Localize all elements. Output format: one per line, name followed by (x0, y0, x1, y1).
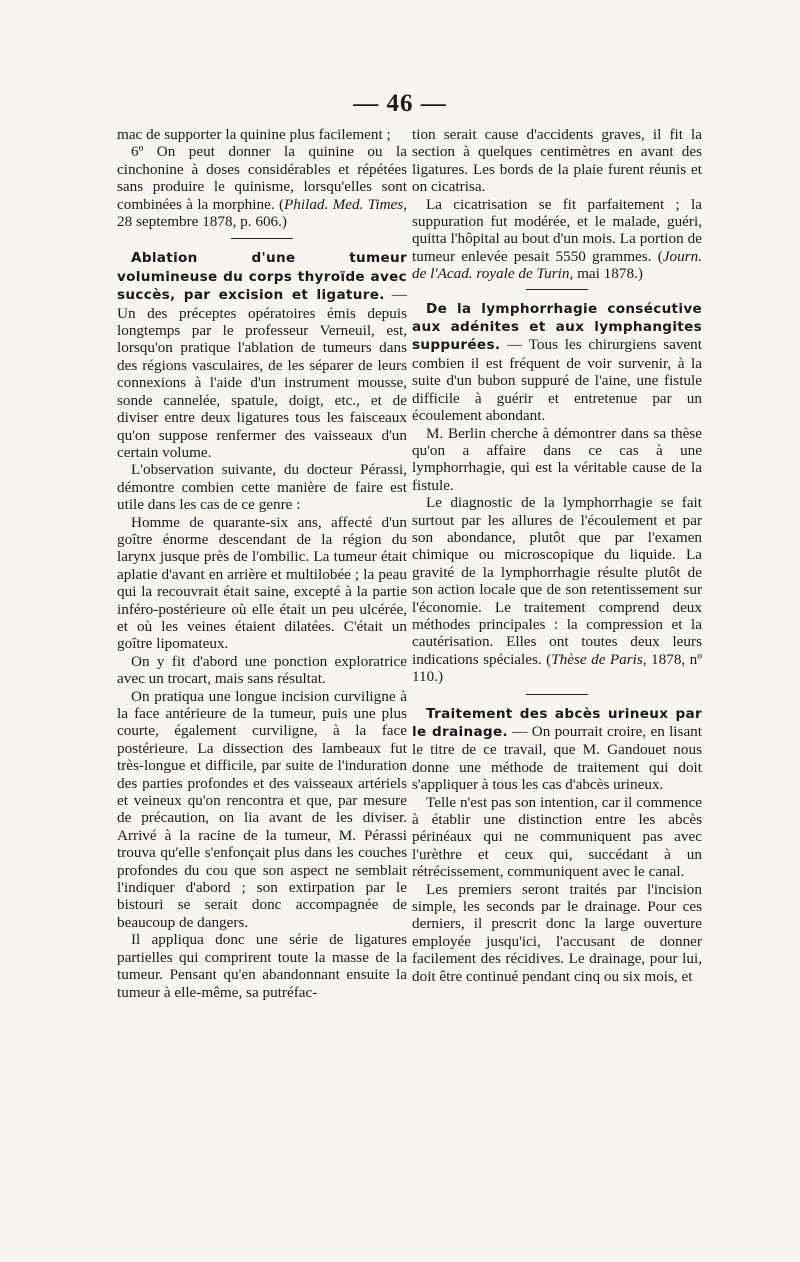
paragraph: Les premiers seront traités par l'incision simple, les seconds par le drainage. Pour ces derniers, il prescrit donc la large ouverture employée jusqu'ici, l'accusant de donner facilement des récidives. Le drainage, pour lui, doit être continué pendant cinq ou six mois, et (412, 880, 702, 985)
paragraph: L'observation suivante, du docteur Pérassi, démontre combien cette manière de faire est utile dans les cas de ce genre : (117, 461, 407, 514)
article-paragraph (412, 300, 702, 425)
page-number: — 46 — (353, 90, 447, 117)
section-divider (526, 694, 588, 695)
paragraph (117, 143, 407, 230)
section-divider (231, 238, 293, 239)
article-heading: Ablation d'une tumeur volumineuse du corps thyroïde avec succès, par excision et ligature. (117, 250, 407, 304)
paragraph: Homme de quarante-six ans, affecté d'un goître énorme descendant de la région du larynx jusque près de l'ombilic. La tumeur était aplatie d'avant en arrière et multilobée ; la peau qui la recouvrait était saine, excepté à la partie inféro-postérieure où elle était un peu ulcérée, et où les veines étaient dilatées. C'était un goître lipomateux. (117, 513, 407, 653)
paragraph: Telle n'est pas son intention, car il commence à établir une distinction entre les abcès périnéaux qui ne communiquent pas avec l'urèthre et ceux qui, succédant à un rétrécissement, communiquent avec le canal. (412, 793, 702, 881)
citation-tail: mai 1878.) (573, 265, 643, 283)
paragraph (412, 494, 702, 685)
article-heading: De la lymphorrhagie consécutive aux adénites et aux lymphangites suppurées. (412, 300, 702, 354)
paragraph (412, 196, 702, 283)
paragraph-text: La cicatrisation se fit parfaitement ; la suppuration fut modérée, et le malade, guéri, quitta l'hôpital au bout d'un mois. La portion de tumeur enlevée pesait 5550 grammes. ( (412, 195, 702, 265)
section-divider (526, 289, 588, 290)
article-text: — Un des préceptes opératoires émis depuis longtemps par le professeur Verneuil, est, lorsqu'on pratique l'ablation de tumeurs dans des régions vasculaires, de les séparer de leurs connexions à l'aide d'un instrument mousse, sonde cannelée, spatule, doigt, etc., et de diviser entre deux ligatures tous les faisceaux qu'on suppose renfermer des vaisseaux d'un certain volume. (117, 286, 407, 461)
paragraph: Il appliqua donc une série de ligatures partielles qui comprirent toute la masse de la tumeur. Pensant qu'en abandonnant ensuite la tumeur à elle-même, sa putréfac- (117, 931, 407, 1001)
citation: Journ. de l'Acad. royale de Turin, (412, 247, 702, 283)
article-text: — Tous les chirurgiens savent combien il est fréquent de voir survenir, à la suite d'un bubon suppuré de l'aine, une fistule difficile à guérir et entretenue par un écoulement abondant. (412, 336, 702, 425)
right-column (412, 126, 702, 985)
citation-tail: 1878, nº 110.) (412, 650, 702, 686)
citation: Thèse de Paris, (551, 650, 647, 668)
paragraph: On y fit d'abord une ponction exploratrice avec un trocart, mais sans résultat. (117, 652, 407, 688)
paragraph-text: Le diagnostic de la lymphorrhagie se fait surtout par les allures de l'écoulement et par son abondance, plutôt que par l'examen chimique ou microscopique du liquide. La gravité de la lymphorrhagie résulte plutôt de son action locale que de son retentissement sur l'économie. Le traitement comprend deux méthodes principales : la compression et la cautérisation. Elles ont toutes deux leurs indications spéciales. ( (412, 494, 702, 668)
paragraph: M. Berlin cherche à démontrer dans sa thèse qu'on a affaire dans ce cas à une lymphorrhagie, qui est la véritable cause de la fistule. (412, 424, 702, 494)
citation-tail: 28 septembre 1878, p. 606.) (117, 213, 287, 231)
paragraph: mac de supporter la quinine plus facilement ; (117, 126, 391, 143)
left-column (117, 126, 407, 1001)
citation: Philad. Med. Times, (284, 195, 407, 213)
article-paragraph (117, 249, 407, 461)
paragraph-text: 6º On peut donner la quinine ou la cinchonine à doses considérables et répétées sans produire le quinisme, lorsqu'elles sont combinées à la morphine. ( (117, 143, 407, 213)
article-paragraph (412, 705, 702, 794)
paragraph: tion serait cause d'accidents graves, il fit la section à quelques centimètres en avant des ligatures. Les bords de la plaie furent réunis et on cicatrisa. (412, 126, 702, 196)
paragraph: On pratiqua une longue incision curviligne à la face antérieure de la tumeur, puis une plus courte, également curviligne, à la face postérieure. La dissection des lambeaux fut très-longue et difficile, par suite de l'induration des parties profondes et des vaisseaux artériels et veineux qu'on rencontra et que, par mesure de précaution, on lia avant de les diviser. Arrivé à la racine de la tumeur, M. Pérassi trouva qu'elle s'enfonçait plus dans les couches profondes du cou que son aspect ne semblait l'indiquer d'abord ; son extirpation par le bistouri se serait donc accompagnée de beaucoup de dangers. (117, 687, 407, 931)
article-heading: Traitement des abcès urineux par le drainage. (412, 705, 702, 740)
article-text: — On pourrait croire, en lisant le titre de ce travail, que M. Gandouet nous donne une méthode de traitement qui doit s'appliquer à tous les cas d'abcès urineux. (412, 723, 702, 794)
